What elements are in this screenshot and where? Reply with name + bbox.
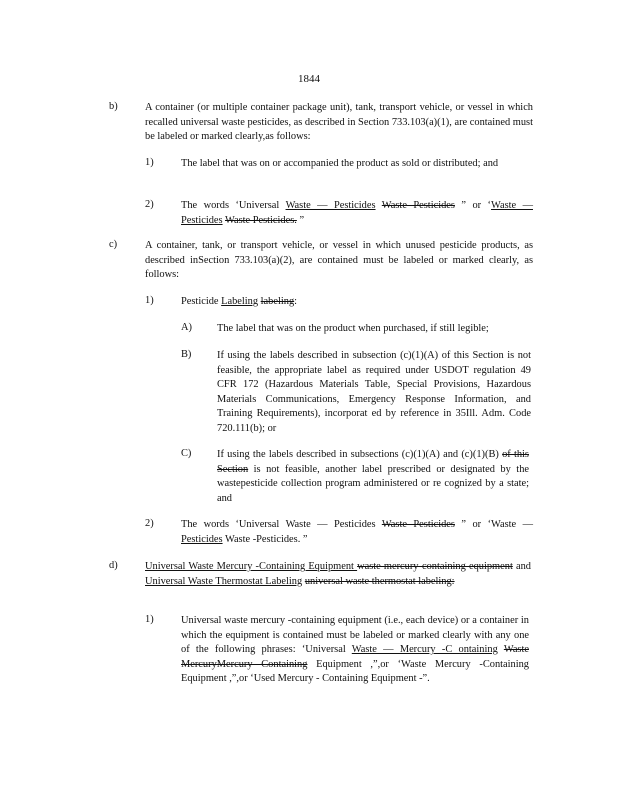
text-run: ” or ‘ <box>454 200 492 211</box>
item-label-c1: 1) <box>145 295 154 306</box>
inserted-text: Universal Waste Thermostat Labeling <box>145 575 303 587</box>
item-b2-text <box>181 199 533 228</box>
sub-c1a-text <box>217 322 533 337</box>
text-run: Equipment ,”,or ‘Waste Mercury -Containing Equipment ,”,or ‘Used Mercury - Containing Equipment -”. <box>181 658 529 685</box>
item-label-b2: 2) <box>145 199 154 210</box>
section-label-b: b) <box>109 101 118 112</box>
text-run: A container (or multiple container package unit), tank, transport vehicle, or vessel in which recalled universal waste pesticides, as described in Section 733.103(a)(1), are contained must be labeled or marked clearly,as follows: <box>145 102 533 143</box>
text-run: Waste -Pesticides. ” <box>222 533 308 545</box>
item-c2-text <box>181 518 533 547</box>
item-label-c2: 2) <box>145 518 154 529</box>
deleted-text: Waste MercuryMercury Containing <box>181 644 529 670</box>
text-run: The words ‘Universal <box>181 200 286 211</box>
deleted-text: Waste Pesticides <box>381 519 455 530</box>
text-run: : <box>294 296 298 307</box>
sub-label-c1c: C) <box>181 448 192 459</box>
inserted-text: Labeling <box>221 296 259 307</box>
deleted-text: Waste Pesticides <box>381 200 455 211</box>
text-run: Universal waste mercury -containing equipment (i.e., each device) or a container in which the equipment is contained must be labeled or marked clearly with any one of the following phrases: ‘Universal <box>181 615 529 656</box>
text-run: If using the labels described in subsections (c)(1)(A) and (c)(1)(B) <box>217 449 503 460</box>
item-b1-text <box>181 157 531 172</box>
section-d-intro <box>145 560 531 589</box>
text-run: A container, tank, or transport vehicle, or vessel in which unused pesticide products, as described inSection 733.103(a)(2), are contained must be labeled or marked clearly, as follows: <box>145 240 533 281</box>
inserted-text: Waste — Mercury -C ontaining <box>351 644 498 656</box>
section-label-d: d) <box>109 560 118 571</box>
inserted-text: Universal Waste Mercury -Containing Equipment <box>145 561 358 572</box>
text-run: The words ‘Universal Waste — Pesticides <box>181 519 382 530</box>
inserted-text: Waste — Pesticides <box>181 200 533 226</box>
sub-c1b-text <box>217 349 531 437</box>
inserted-text: Waste — Pesticides <box>285 200 376 211</box>
inserted-text: Pesticides <box>181 533 223 545</box>
text-run: The label that was on or accompanied the product as sold or distributed; and <box>181 158 499 169</box>
item-label-b1: 1) <box>145 157 154 168</box>
text-run: If using the labels described in subsection (c)(1)(A) of this Section is not feasible, the appropriate label as required under USDOT regulation 49 CFR 172 (Hazardous Materials Table, Special Provisions, Hazardous Materials Communications, Emergency Response Information, and Training Requirements), incorporat ed by reference in 35Ill. Adm. Code 720.111(b); or <box>217 350 531 434</box>
text-run: and <box>512 561 531 572</box>
deleted-text: of this Section <box>217 449 529 475</box>
text-run: ” <box>296 214 305 226</box>
section-c-intro <box>145 239 533 283</box>
item-label-d1: 1) <box>145 614 154 625</box>
text-run: ” or ‘Waste — <box>454 519 533 530</box>
item-d1-text <box>181 614 529 687</box>
text-run: Pesticide <box>181 296 222 307</box>
item-c1-heading <box>181 295 531 310</box>
deleted-text: waste mercury-containing equipment <box>357 561 513 572</box>
text-run: is not feasible, another label prescribed or designated by the wastepesticide collection program administered or re cognized by a state; and <box>217 463 529 504</box>
deleted-text: universal waste thermostat labeling: <box>304 575 455 587</box>
sub-label-c1a: A) <box>181 322 192 333</box>
section-label-c: c) <box>109 239 118 250</box>
sub-c1c-text <box>217 448 529 506</box>
deleted-text: labeling <box>260 296 295 307</box>
deleted-text: Waste Pesticides. <box>224 214 297 226</box>
text-run: The label that was on the product when purchased, if still legible; <box>217 323 489 334</box>
section-b-intro <box>145 101 533 145</box>
page-number: 1844 <box>298 73 320 85</box>
sub-label-c1b: B) <box>181 349 192 360</box>
